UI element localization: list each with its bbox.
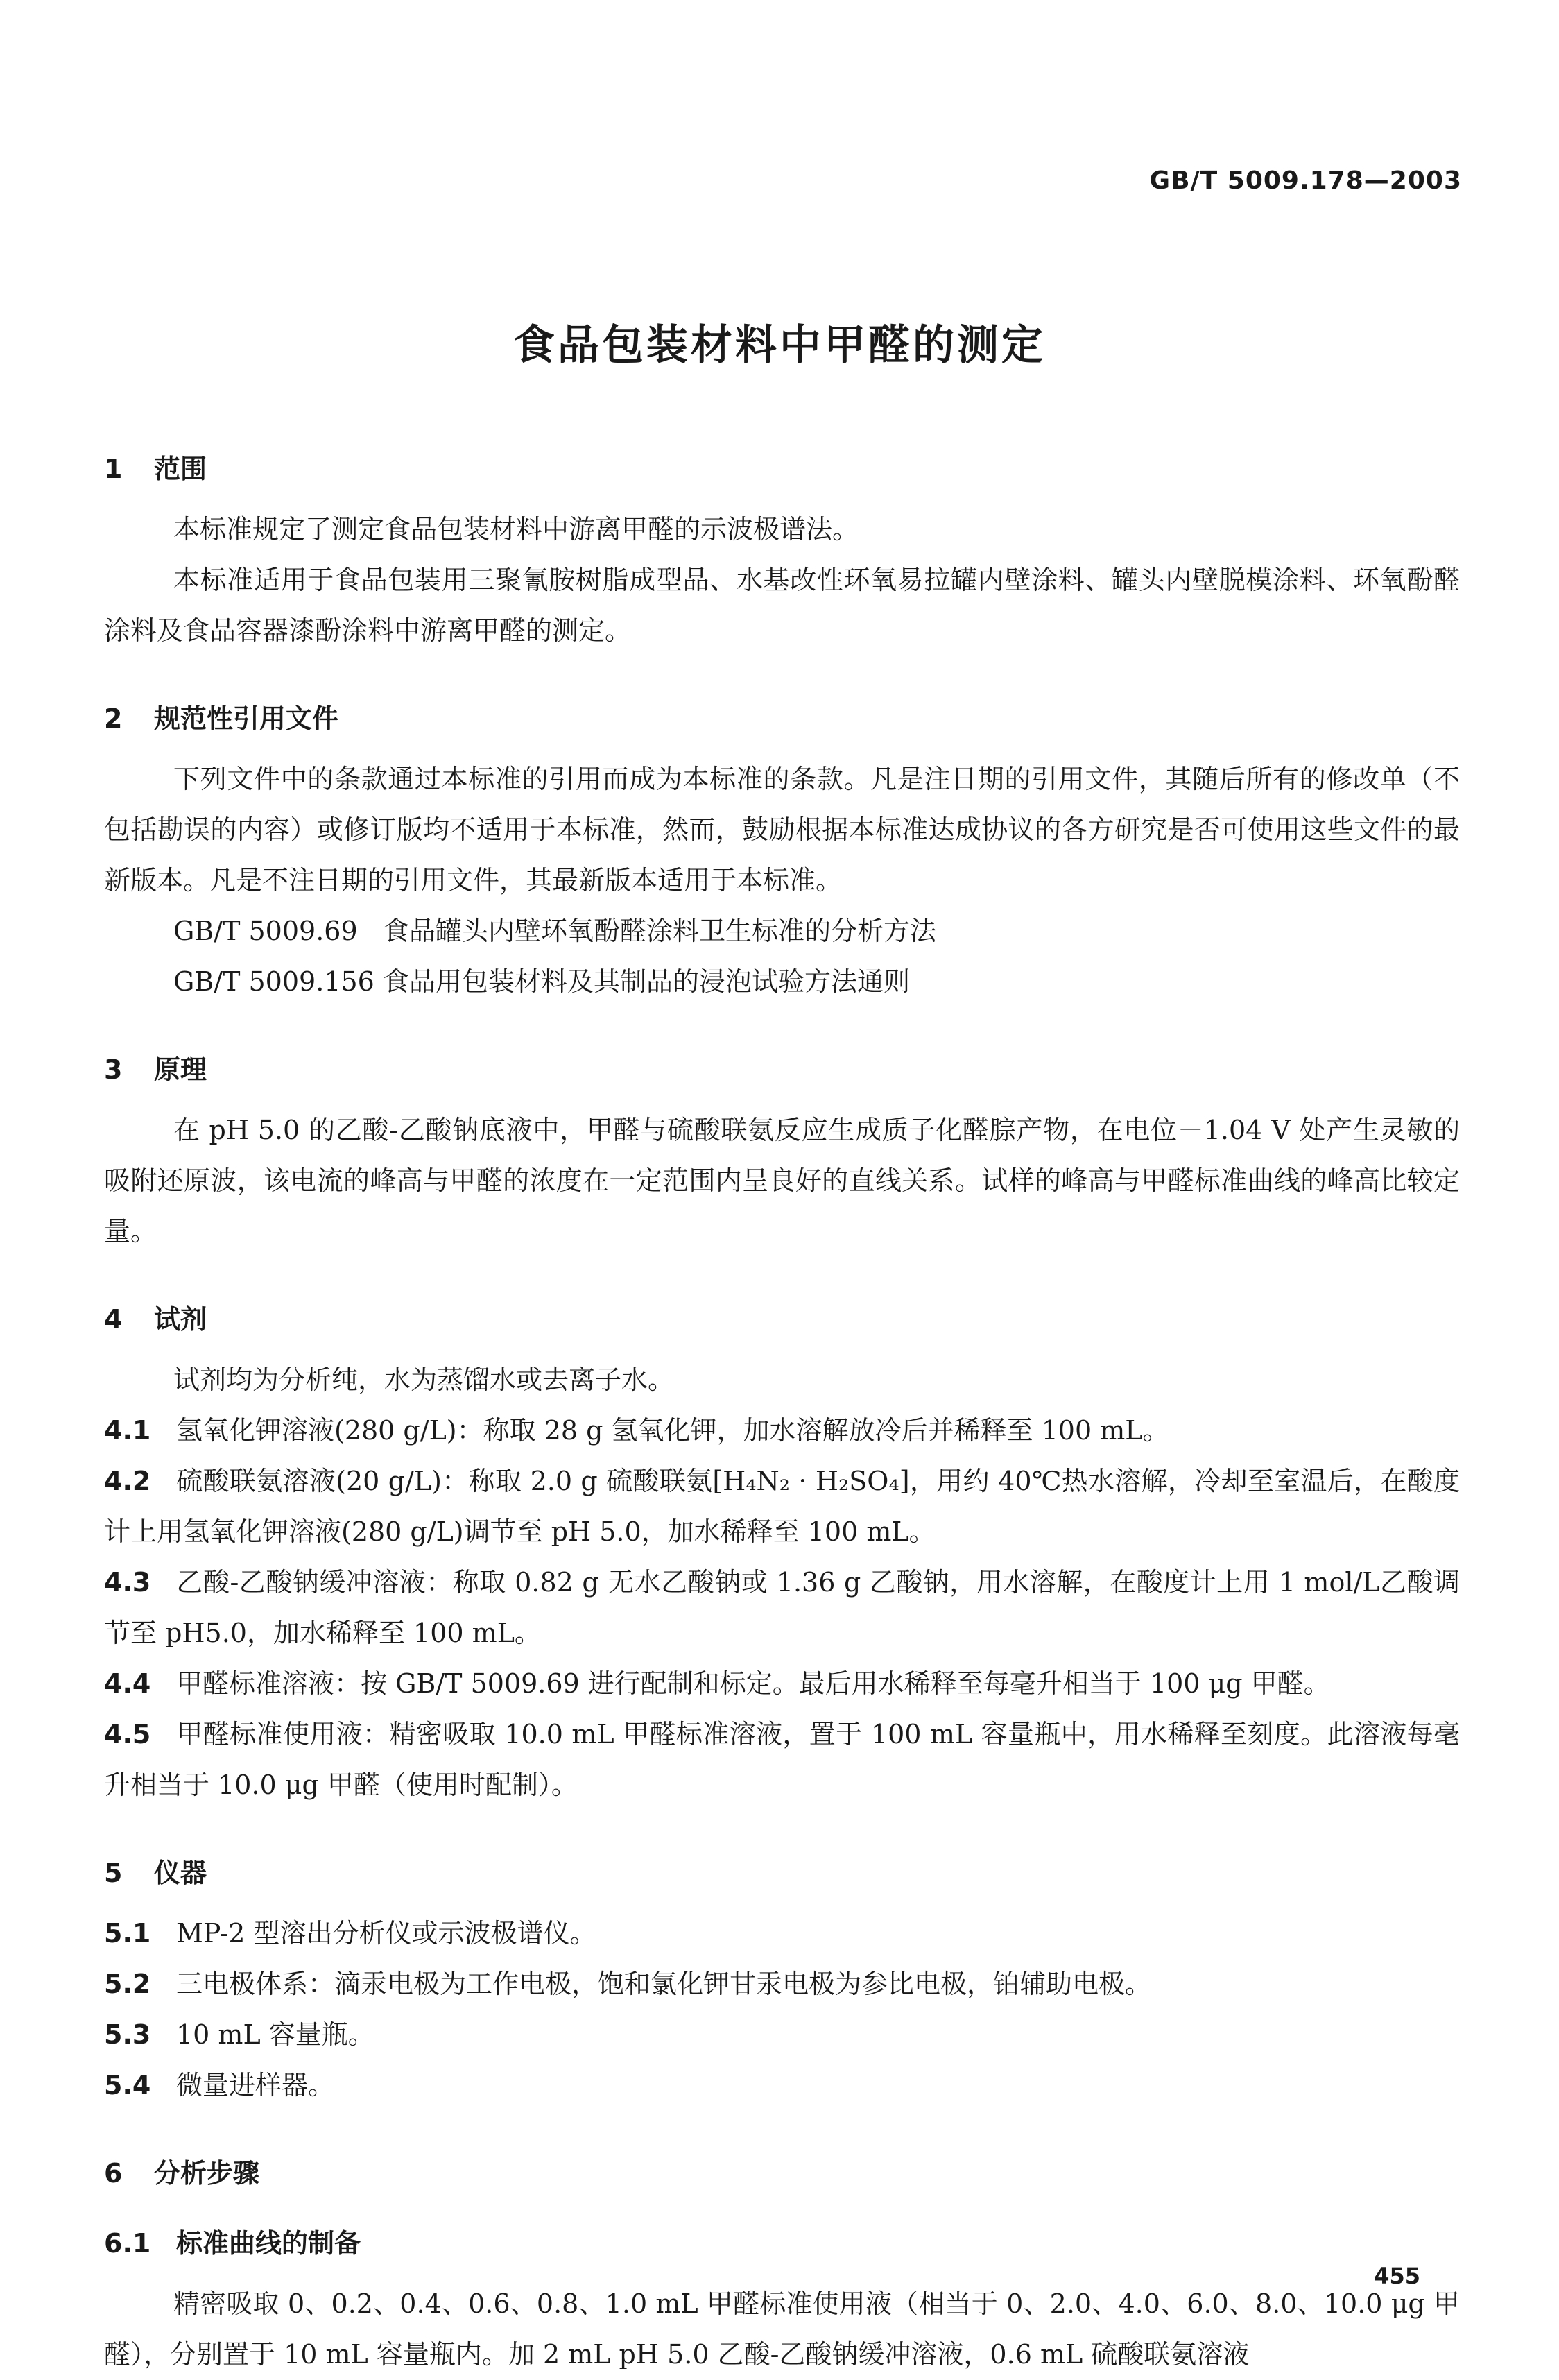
document-title: 食品包装材料中甲醛的测定 [513, 321, 1046, 370]
reference-title: 食品用包装材料及其制品的浸泡试验方法通则 [383, 966, 911, 997]
list-item [104, 1456, 1460, 1557]
item-text: 10 mL 容量瓶。 [176, 2019, 374, 2050]
section-heading [104, 444, 1460, 495]
item-number: 4.2 [104, 1466, 151, 1496]
section-title: 范围 [154, 454, 207, 484]
standard-code: GB/T 5009.178—2003 [1149, 166, 1462, 195]
section-heading [104, 1848, 1460, 1899]
reference-item [104, 957, 1460, 1007]
section-heading [104, 1294, 1460, 1345]
paragraph: 在 pH 5.0 的乙酸-乙酸钠底液中，甲醛与硫酸联氨反应生成质子化醛腙产物，在电位－1.04 V 处产生灵敏的吸附还原波，该电流的峰高与甲醛的浓度在一定范围内呈良好的直线关系。试样的峰高与甲醛标准曲线的峰高比较定量。 [104, 1115, 1460, 1247]
section-heading [104, 1045, 1460, 1095]
page-number: 455 [1374, 2263, 1420, 2289]
section-title: 试剂 [154, 1304, 207, 1335]
list-item [104, 1908, 1460, 1959]
item-number: 4.3 [104, 1567, 151, 1598]
reference-code: GB/T 5009.156 [173, 966, 374, 997]
item-number: 5.3 [104, 2019, 151, 2050]
item-text: MP-2 型溶出分析仪或示波极谱仪。 [176, 1918, 596, 1949]
document-body [104, 444, 1460, 2380]
section-number: 1 [104, 454, 123, 484]
subsection-number: 6.1 [104, 2228, 151, 2259]
item-number: 5.4 [104, 2070, 151, 2100]
section-heading [104, 694, 1460, 744]
list-item [104, 1659, 1460, 1709]
section-number: 5 [104, 1858, 123, 1888]
reference-item [104, 906, 1460, 957]
subsection-heading [104, 2218, 1460, 2269]
section-title: 仪器 [154, 1858, 207, 1888]
list-item [104, 2010, 1460, 2060]
item-text: 乙酸-乙酸钠缓冲溶液：称取 0.82 g 无水乙酸钠或 1.36 g 乙酸钠，用水溶解，在酸度计上用 1 mol/L乙酸调节至 pH5.0，加水稀释至 100 mL。 [104, 1567, 1460, 1648]
section-number: 3 [104, 1054, 123, 1085]
item-text: 三电极体系：滴汞电极为工作电极，饱和氯化钾甘汞电极为参比电极，铂辅助电极。 [176, 1969, 1152, 1999]
section-title: 分析步骤 [154, 2158, 260, 2189]
subsection-title: 标准曲线的制备 [176, 2228, 361, 2259]
section-number: 6 [104, 2158, 123, 2189]
list-item [104, 1405, 1460, 1456]
item-number: 4.1 [104, 1415, 151, 1446]
list-item [104, 1709, 1460, 1810]
item-number: 4.5 [104, 1719, 151, 1749]
reference-title: 食品罐头内壁环氧酚醛涂料卫生标准的分析方法 [383, 916, 937, 946]
paragraph: 下列文件中的条款通过本标准的引用而成为本标准的条款。凡是注日期的引用文件，其随后所有的修改单（不包括勘误的内容）或修订版均不适用于本标准，然而，鼓励根据本标准达成协议的各方研究是否可使用这些文件的最新版本。凡是不注日期的引用文件，其最新版本适用于本标准。 [104, 764, 1460, 896]
paragraph: 精密吸取 0、0.2、0.4、0.6、0.8、1.0 mL 甲醛标准使用液（相当于 0、2.0、4.0、6.0、8.0、10.0 μg 甲醛），分别置于 10 mL 容量瓶内。加 2 mL pH 5.0 乙酸-乙酸钠缓冲溶液，0.6 mL 硫酸联氨溶液 [104, 2288, 1460, 2370]
section-heading [104, 2148, 1460, 2199]
paragraph: 本标准规定了测定食品包装材料中游离甲醛的示波极谱法。 [173, 514, 859, 545]
reference-code: GB/T 5009.69 [173, 916, 358, 946]
item-text: 甲醛标准使用液：精密吸取 10.0 mL 甲醛标准溶液，置于 100 mL 容量瓶中，用水稀释至刻度。此溶液每毫升相当于 10.0 μg 甲醛（使用时配制）。 [104, 1719, 1460, 1800]
item-text: 微量进样器。 [176, 2070, 335, 2100]
paragraph: 试剂均为分析纯，水为蒸馏水或去离子水。 [173, 1364, 675, 1395]
paragraph: 本标准适用于食品包装用三聚氰胺树脂成型品、水基改性环氧易拉罐内壁涂料、罐头内壁脱模涂料、环氧酚醛涂料及食品容器漆酚涂料中游离甲醛的测定。 [104, 565, 1460, 646]
section-number: 4 [104, 1304, 123, 1335]
list-item [104, 1959, 1460, 2010]
list-item [104, 2060, 1460, 2111]
item-number: 4.4 [104, 1668, 151, 1699]
list-item [104, 1557, 1460, 1659]
item-text: 氢氧化钾溶液(280 g/L)：称取 28 g 氢氧化钾，加水溶解放冷后并稀释至 100 mL。 [176, 1415, 1169, 1446]
item-text: 硫酸联氨溶液(20 g/L)：称取 2.0 g 硫酸联氨[H₄N₂ · H₂SO₄]，用约 40℃热水溶解，冷却至室温后，在酸度计上用氢氧化钾溶液(280 g/L)调节至 pH 5.0，加水稀释至 100 mL。 [104, 1466, 1460, 1547]
section-title: 原理 [154, 1054, 207, 1085]
item-text: 甲醛标准溶液：按 GB/T 5009.69 进行配制和标定。最后用水稀释至每毫升相当于 100 μg 甲醛。 [176, 1668, 1330, 1699]
item-number: 5.1 [104, 1918, 151, 1949]
section-number: 2 [104, 703, 123, 734]
item-number: 5.2 [104, 1969, 151, 1999]
section-title: 规范性引用文件 [154, 703, 339, 734]
